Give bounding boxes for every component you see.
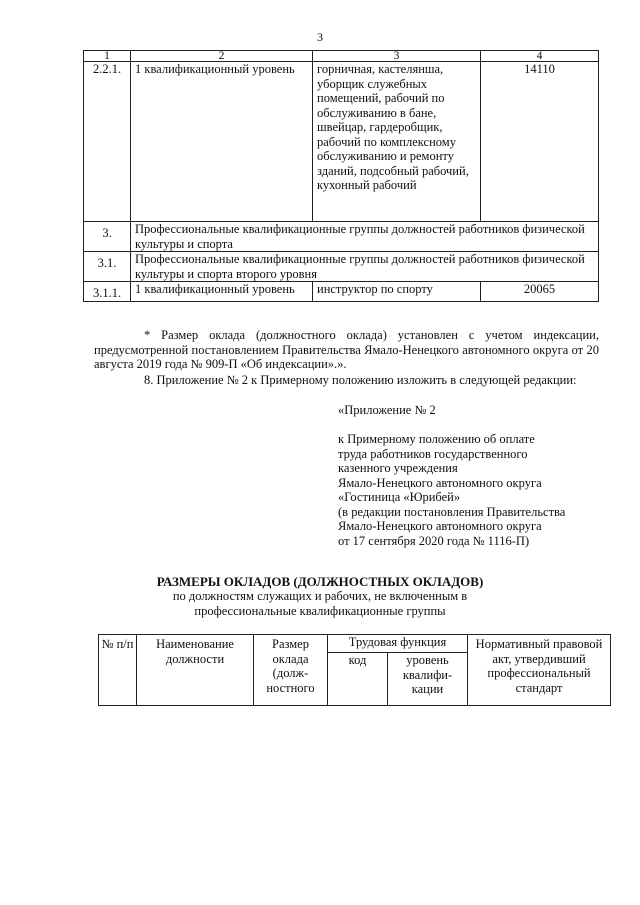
- positions-list: горничная, кастелянша, уборщик служебных помещений, рабочий по обслуживанию в бане, швейцар, гардеробщик, рабочий по комплексному обслуживанию и ремонту зданий, подсобный рабочий, кухонный рабочий: [313, 62, 481, 222]
- appendix-line: к Примерному положению об оплате: [338, 432, 535, 446]
- table-row: [84, 222, 599, 252]
- paragraph-item-8: 8. Приложение № 2 к Примерному положению изложить в следующей редакции:: [144, 373, 577, 387]
- header-cell: 2: [131, 51, 313, 62]
- group-title: Профессиональные квалификационные группы должностей работников физической культуры и спорта второго уровня: [131, 252, 599, 282]
- appendix-line: Ямало-Ненецкого автономного округа: [338, 475, 542, 490]
- row-number: 3.1.: [84, 252, 131, 282]
- header-cell: 4: [481, 51, 599, 62]
- header-cell: Нормативный правовой акт, утвердивший профессиональный стандарт: [468, 635, 611, 706]
- table-header-row: [99, 635, 611, 653]
- appendix-line: от 17 сентября 2020 года № 1116-П): [338, 533, 530, 548]
- salary-value: 20065: [481, 282, 599, 302]
- header-cell: Наименование должности: [137, 635, 254, 706]
- section-subtitle: по должностям служащих и рабочих, не включенным в профессиональные квалификационные группы: [172, 589, 468, 618]
- positions-table-header: [98, 634, 611, 706]
- qualification-level: 1 квалификационный уровень: [131, 282, 313, 302]
- header-cell: № п/п: [99, 635, 137, 706]
- qualification-level: 1 квалификационный уровень: [131, 62, 313, 222]
- section-title: РАЗМЕРЫ ОКЛАДОВ (ДОЛЖНОСТНЫХ ОКЛАДОВ): [156, 574, 484, 589]
- group-title: Профессиональные квалификационные группы должностей работников физической культуры и спорта: [131, 222, 599, 252]
- appendix-line: Ямало-Ненецкого автономного округа: [338, 519, 542, 533]
- salary-value: 14110: [481, 62, 599, 222]
- appendix-title: «Приложение № 2: [338, 403, 436, 417]
- table-header-row: [84, 51, 599, 62]
- table-row: [84, 282, 599, 302]
- appendix-note: [338, 432, 565, 548]
- positions-list: инструктор по спорту: [313, 282, 481, 302]
- header-cell: Размер оклада (долж-ностного: [254, 635, 328, 706]
- header-cell: код: [328, 653, 388, 706]
- appendix-line: казенного учреждения: [338, 461, 458, 475]
- row-number: 2.2.1.: [84, 62, 131, 222]
- header-cell: 3: [313, 51, 481, 62]
- table-row: [84, 62, 599, 222]
- table-row: [84, 252, 599, 282]
- page-number: 3: [317, 30, 323, 44]
- row-number: 3.: [84, 222, 131, 252]
- salary-table: [83, 50, 599, 302]
- footnote: * Размер оклада (должностного оклада) установлен с учетом индексации, предусмотренной постановлением Правительства Ямало-Ненецкого автономного округа от 20 августа 2019 года № 909-П «Об индексации».».: [94, 328, 599, 371]
- appendix-line: труда работников государственного: [338, 446, 528, 461]
- header-cell: уровень квалифи-кации: [388, 653, 468, 706]
- header-cell: Трудовая функция: [328, 635, 468, 653]
- appendix-line: «Гостиница «Юрибей»: [338, 490, 461, 504]
- header-cell: 1: [84, 51, 131, 62]
- appendix-line: (в редакции постановления Правительства: [338, 504, 566, 519]
- row-number: 3.1.1.: [84, 282, 131, 302]
